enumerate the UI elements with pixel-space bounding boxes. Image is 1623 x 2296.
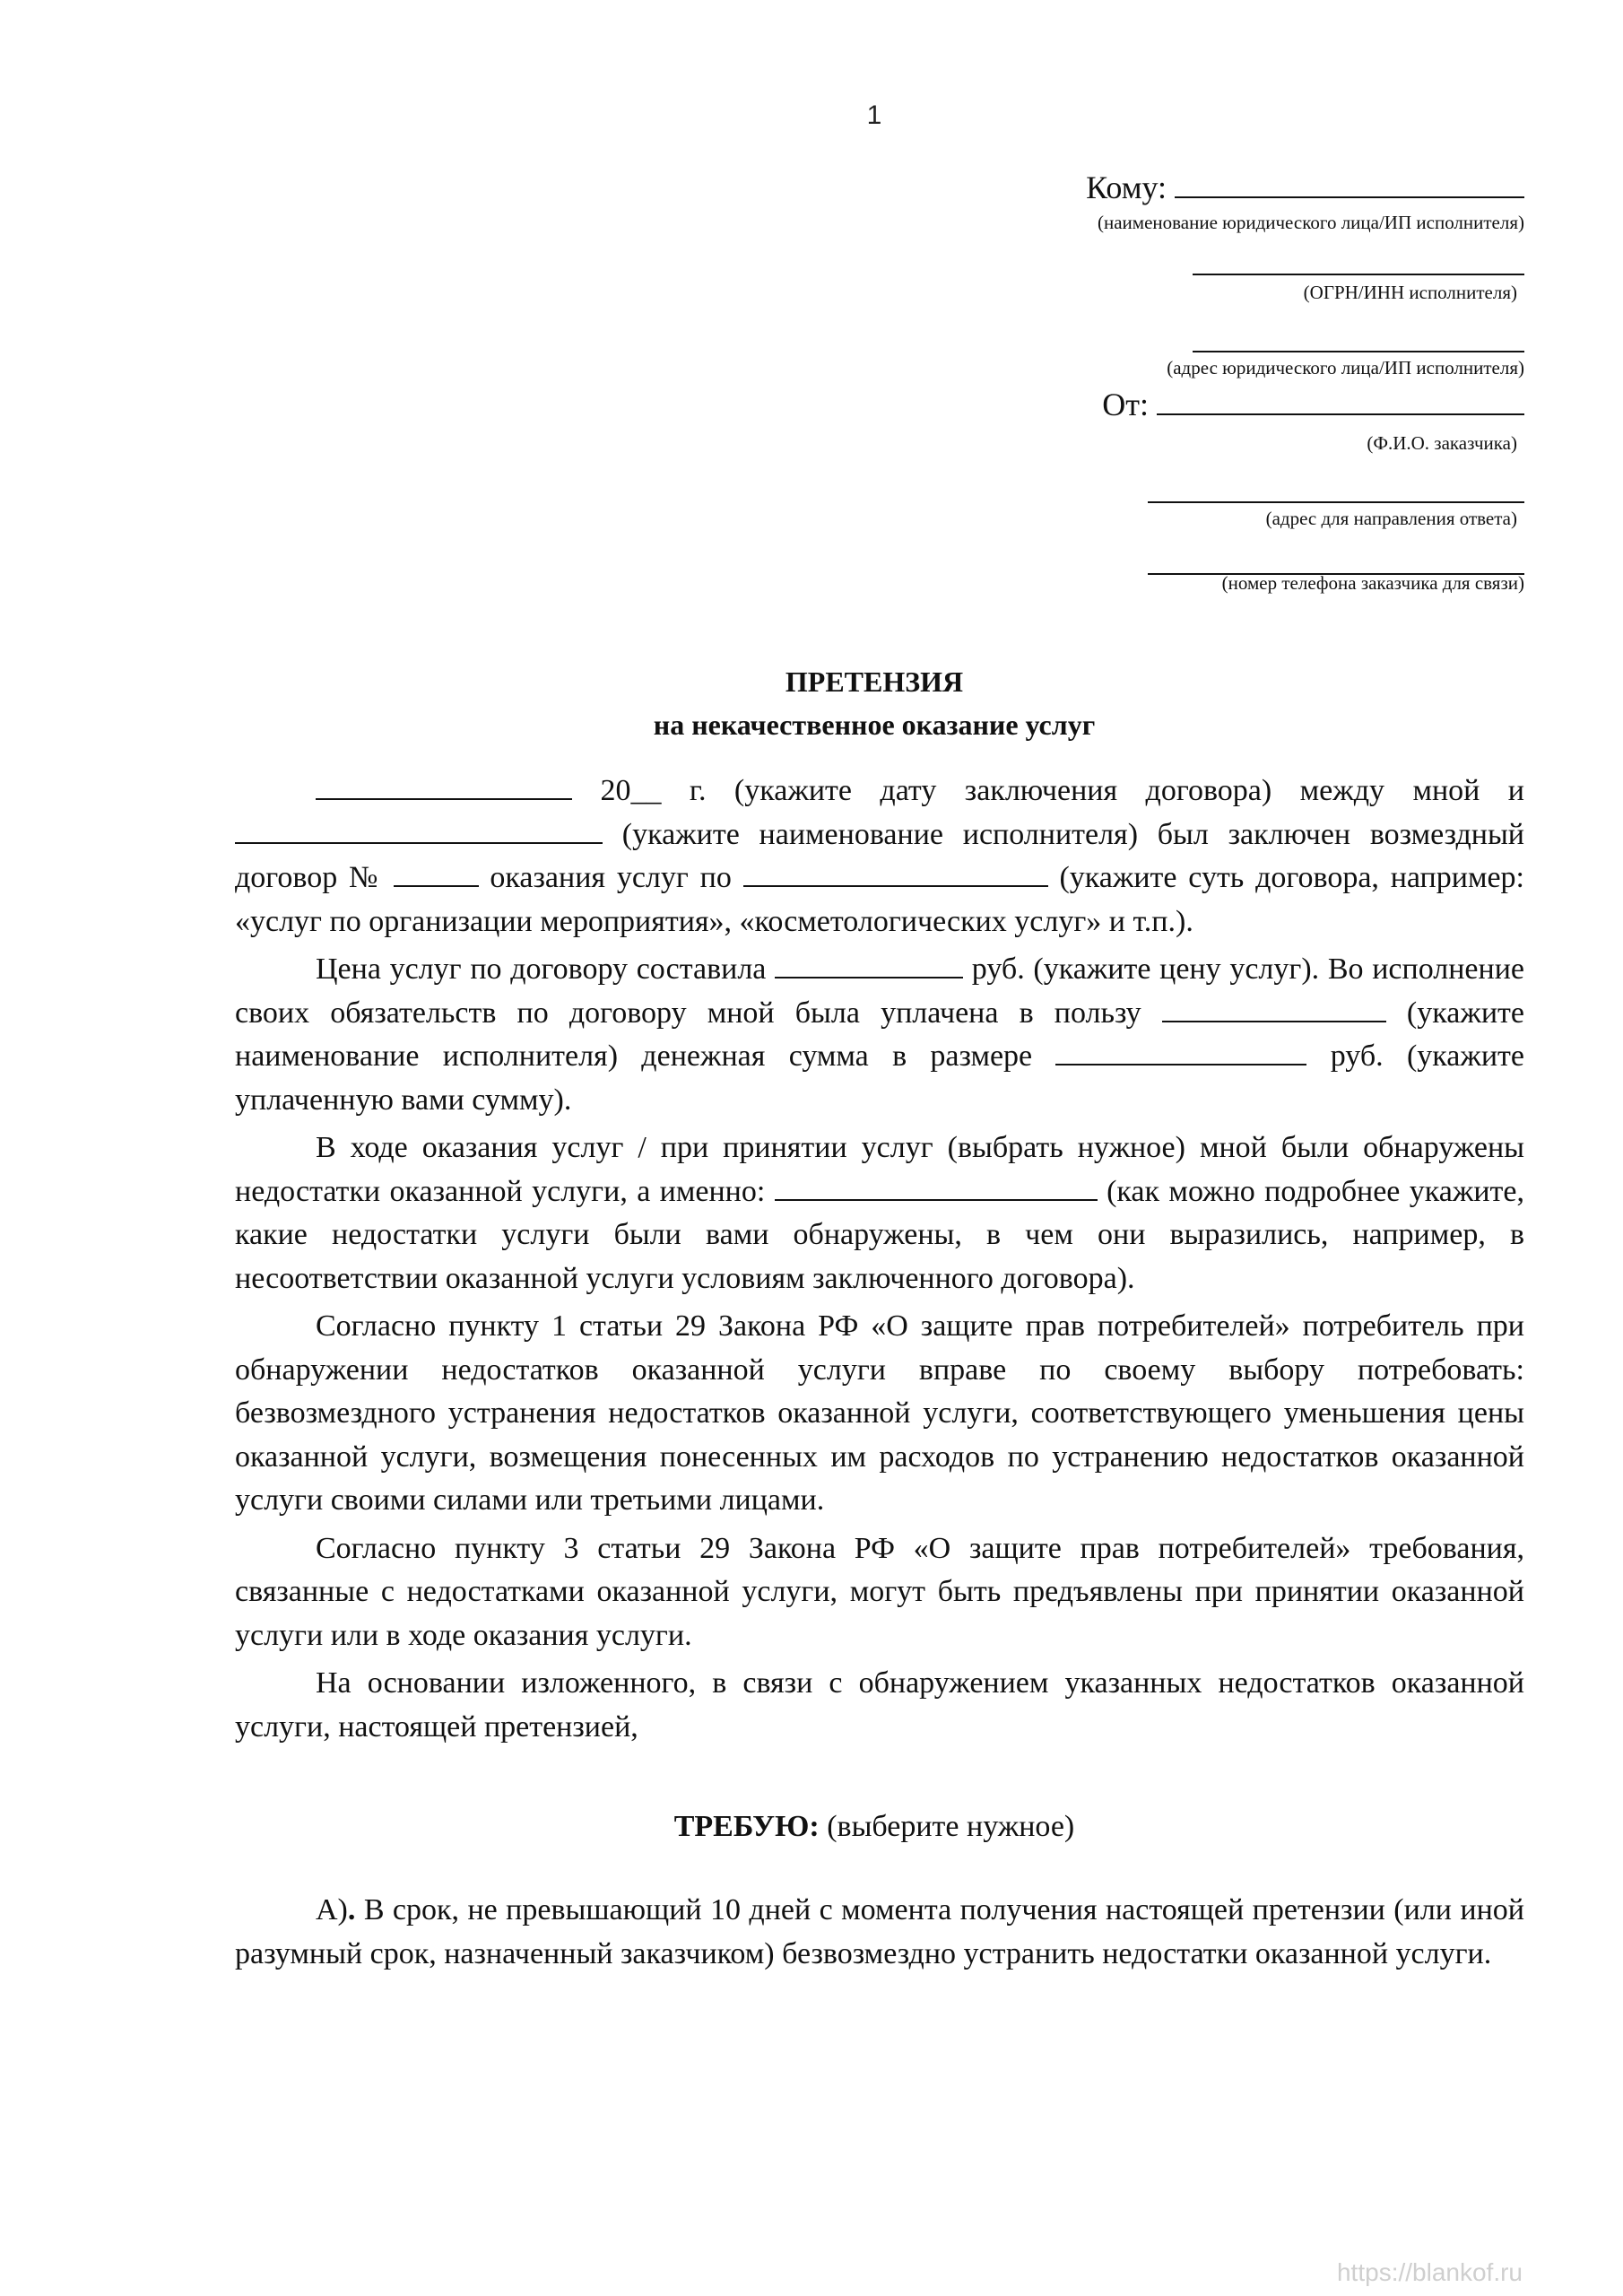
reply-address-caption: (адрес для направления ответа) (1265, 508, 1517, 529)
document-subtitle: на некачественное оказание услуг (653, 709, 1096, 741)
paragraph-basis: На основании изложенного, в связи с обнаружением указанных недостатков оказанной услуги, настоящей претензией, (235, 1666, 1524, 1744)
ogrn-caption: (ОГРН/ИНН исполнителя) (1303, 282, 1517, 303)
from-line (986, 386, 1524, 423)
fio-caption: (Ф.И.О. заказчика) (1367, 432, 1517, 454)
option-a-text: В срок, не превышающий 10 дней с момента получения настоящей претензии (или иной разумный срок, назначенный заказчиком) безвозмездно устранить недостатки оказанной услуги. (235, 1893, 1524, 1970)
page-number: 1 (866, 100, 882, 130)
to-blank (1175, 196, 1524, 198)
reply-address-blank (1148, 501, 1524, 503)
price-blank (775, 950, 963, 978)
to-label: Кому: (1086, 170, 1167, 205)
address-caption: (адрес юридического лица/ИП исполнителя) (1167, 357, 1524, 378)
contractor-name-blank (235, 815, 603, 844)
paragraph-defects: В ходе оказания услуг / при принятии услуг (выбрать нужное) мной были обнаружены недостатки оказанной услуги, а именно: (как можно подробнее укажите, какие недостатки услуги были вами обнаружены, в чем они выразились, например, в несоответствии оказанной услуги условиям заключенного договора). (235, 1131, 1524, 1295)
ogrn-blank (1193, 274, 1524, 275)
from-blank (1157, 413, 1524, 415)
paid-amount-blank (1055, 1037, 1306, 1065)
contract-number-blank (394, 858, 479, 887)
demand-note: (выберите нужное) (819, 1810, 1075, 1843)
address-line (986, 341, 1524, 357)
to-line (986, 169, 1524, 206)
address-blank (1193, 351, 1524, 352)
to-caption: (наименование юридического лица/ИП исполнителя) (1098, 212, 1524, 233)
phone-caption: (номер телефона заказчика для связи) (1221, 572, 1524, 594)
from-label: От: (1102, 387, 1149, 422)
claim-body (235, 770, 1524, 1749)
paragraph-law-point-3: Согласно пункту 3 статьи 29 Закона РФ «О защите прав потребителей» требования, связанные с недостатками оказанной услуги, могут быть предъявлены при принятии оказанной услуги или в ходе оказания услуги. (235, 1531, 1524, 1652)
paragraph-contract: 20__ г. (укажите дату заключения договора) между мной и (укажите наименование исполнителя) был заключен возмездный договор № оказания услуг по (укажите суть договора, например: «услуг по организации мероприятия», «косметологических услуг» и т.п.). (235, 770, 1524, 944)
ogrn-line (986, 264, 1524, 280)
option-a-prefix: А) (316, 1893, 348, 1926)
paragraph-price: Цена услуг по договору составила руб. (укажите цену услуг). Во исполнение своих обязательств по договору мной была уплачена в пользу (укажите наименование исполнителя) денежная сумма в размере руб. (укажите уплаченную вами сумму). (235, 948, 1524, 1122)
contract-date-blank (316, 771, 572, 800)
demand-heading (0, 1810, 1623, 1844)
option-a (235, 1889, 1524, 1976)
defects-blank (775, 1172, 1098, 1201)
site-watermark: https://blankof.ru (1336, 2258, 1523, 2286)
payee-blank (1162, 994, 1386, 1022)
demand-label: ТРЕБУЮ: (673, 1810, 820, 1843)
reply-address-line (986, 491, 1524, 508)
option-a-paragraph: А). В срок, не превышающий 10 дней с момента получения настоящей претензии (или иной разумный срок, назначенный заказчиком) безвозмездно устранить недостатки оказанной услуги. (235, 1893, 1524, 1970)
contract-subject-blank (743, 858, 1048, 887)
document-title: ПРЕТЕНЗИЯ (785, 665, 964, 698)
paragraph-law-point-1: Согласно пункту 1 статьи 29 Закона РФ «О защите прав потребителей» потребитель при обнаружении недостатков оказанной услуги вправе по своему выбору потребовать: безвозмездного устранения недостатков оказанной услуги, соответствующего уменьшения цены оказанной услуги, возмещения понесенных им расходов по устранению недостатков оказанной услуги своими силами или третьими лицами. (235, 1309, 1524, 1517)
